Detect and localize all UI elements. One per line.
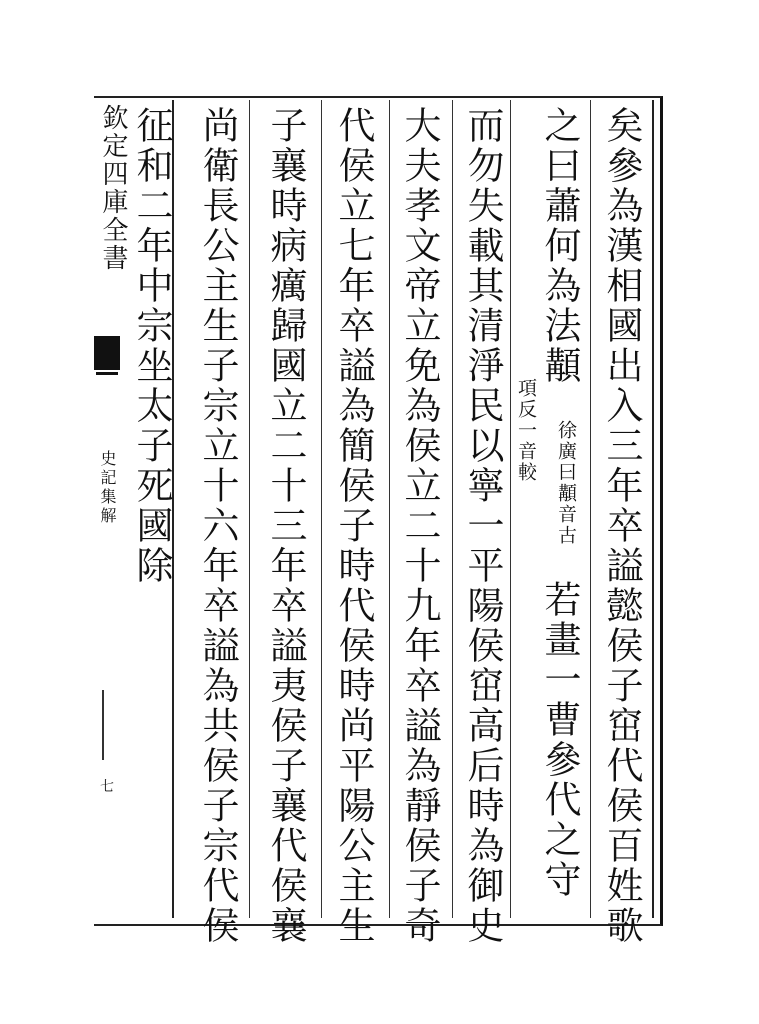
column-rule: [249, 100, 250, 918]
collection-title: 欽定四庫全書: [98, 104, 128, 272]
text-column-3: 而勿失載其清淨民以寧一平陽侯窋高后時為御史: [461, 106, 504, 946]
fish-tail-rule: [96, 372, 118, 375]
column-rule: [321, 100, 322, 918]
fish-tail-mark: [94, 336, 120, 370]
column-rule: [452, 100, 453, 918]
text-column-2b: 若畫一曹參代之守: [538, 580, 581, 900]
margin-rule: [102, 690, 104, 760]
column-rule: [590, 100, 591, 918]
text-column-1: 矣參為漢相國出入三年卒謚懿侯子窋代侯百姓歌: [600, 106, 643, 946]
annotation-note-left: 項反一音較: [515, 378, 537, 483]
text-column-6: 子襄時病癘歸國立二十三年卒謚夷侯子襄代侯襄: [264, 106, 307, 946]
text-column-5: 代侯立七年卒謚為簡侯子時代侯時尚平陽公主生: [332, 106, 375, 946]
column-rule: [389, 100, 390, 918]
text-column-7: 尚衛長公主生子宗立十六年卒謚為共侯子宗代侯: [196, 106, 239, 946]
text-column-4: 大夫孝文帝立免為侯立二十九年卒謚為靜侯子奇: [398, 106, 441, 946]
annotation-note-right: 徐廣曰顜音古: [555, 420, 577, 546]
column-rule: [510, 100, 511, 918]
text-column-2: 之曰蕭何為法顜: [538, 106, 581, 386]
text-column-8: 征和二年中宗坐太子死國除: [130, 106, 173, 586]
book-title: 史記集解: [98, 450, 117, 526]
page-number: 七: [100, 779, 114, 795]
